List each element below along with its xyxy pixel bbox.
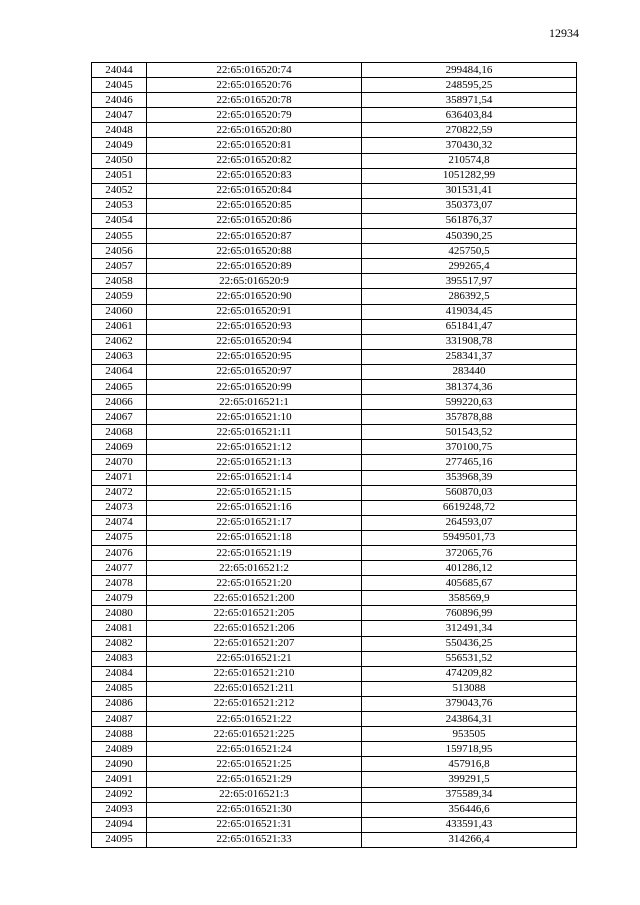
row-number-cell: 24049 — [92, 138, 147, 153]
value-cell: 760896,99 — [362, 606, 577, 621]
row-number-cell: 24045 — [92, 78, 147, 93]
value-cell: 264593,07 — [362, 515, 577, 530]
cadastral-number-cell: 22:65:016521:211 — [147, 681, 362, 696]
table-row — [92, 138, 577, 153]
table-row — [92, 802, 577, 817]
cadastral-number-cell: 22:65:016521:25 — [147, 757, 362, 772]
value-cell: 331908,78 — [362, 334, 577, 349]
cadastral-number-cell: 22:65:016520:82 — [147, 153, 362, 168]
cadastral-number-cell: 22:65:016521:3 — [147, 787, 362, 802]
table-row — [92, 832, 577, 847]
cadastral-number-cell: 22:65:016521:18 — [147, 530, 362, 545]
table-row — [92, 757, 577, 772]
table-row — [92, 515, 577, 530]
cadastral-number-cell: 22:65:016520:95 — [147, 349, 362, 364]
value-cell: 501543,52 — [362, 425, 577, 440]
row-number-cell: 24093 — [92, 802, 147, 817]
cadastral-number-cell: 22:65:016521:207 — [147, 636, 362, 651]
table-body — [92, 63, 577, 848]
value-cell: 1051282,99 — [362, 168, 577, 183]
row-number-cell: 24086 — [92, 696, 147, 711]
cadastral-number-cell: 22:65:016521:14 — [147, 470, 362, 485]
value-cell: 433591,43 — [362, 817, 577, 832]
cadastral-number-cell: 22:65:016520:87 — [147, 229, 362, 244]
cadastral-number-cell: 22:65:016521:33 — [147, 832, 362, 847]
value-cell: 358569,9 — [362, 591, 577, 606]
cadastral-number-cell: 22:65:016520:74 — [147, 63, 362, 78]
row-number-cell: 24072 — [92, 485, 147, 500]
cadastral-number-cell: 22:65:016520:85 — [147, 198, 362, 213]
table-row — [92, 651, 577, 666]
table-row — [92, 727, 577, 742]
row-number-cell: 24080 — [92, 606, 147, 621]
row-number-cell: 24065 — [92, 379, 147, 394]
table-row — [92, 153, 577, 168]
cadastral-number-cell: 22:65:016521:200 — [147, 591, 362, 606]
data-table — [91, 62, 577, 848]
value-cell: 277465,16 — [362, 455, 577, 470]
table-row — [92, 606, 577, 621]
value-cell: 372065,76 — [362, 546, 577, 561]
value-cell: 299265,4 — [362, 259, 577, 274]
value-cell: 405685,67 — [362, 576, 577, 591]
value-cell: 474209,82 — [362, 666, 577, 681]
value-cell: 350373,07 — [362, 198, 577, 213]
cadastral-number-cell: 22:65:016521:29 — [147, 772, 362, 787]
table-row — [92, 198, 577, 213]
row-number-cell: 24067 — [92, 410, 147, 425]
cadastral-number-cell: 22:65:016521:20 — [147, 576, 362, 591]
value-cell: 560870,03 — [362, 485, 577, 500]
row-number-cell: 24090 — [92, 757, 147, 772]
value-cell: 375589,34 — [362, 787, 577, 802]
row-number-cell: 24083 — [92, 651, 147, 666]
row-number-cell: 24091 — [92, 772, 147, 787]
table-row — [92, 787, 577, 802]
value-cell: 395517,97 — [362, 274, 577, 289]
table-row — [92, 772, 577, 787]
cadastral-number-cell: 22:65:016520:94 — [147, 334, 362, 349]
value-cell: 312491,34 — [362, 621, 577, 636]
cadastral-number-cell: 22:65:016521:19 — [147, 546, 362, 561]
table-row — [92, 621, 577, 636]
row-number-cell: 24082 — [92, 636, 147, 651]
table-row — [92, 168, 577, 183]
table-row — [92, 455, 577, 470]
value-cell: 301531,41 — [362, 183, 577, 198]
row-number-cell: 24077 — [92, 561, 147, 576]
value-cell: 651841,47 — [362, 319, 577, 334]
row-number-cell: 24094 — [92, 817, 147, 832]
row-number-cell: 24075 — [92, 530, 147, 545]
table-row — [92, 213, 577, 228]
value-cell: 513088 — [362, 681, 577, 696]
table-row — [92, 349, 577, 364]
row-number-cell: 24076 — [92, 546, 147, 561]
row-number-cell: 24095 — [92, 832, 147, 847]
table-row — [92, 576, 577, 591]
value-cell: 258341,37 — [362, 349, 577, 364]
table-row — [92, 712, 577, 727]
table-row — [92, 696, 577, 711]
value-cell: 159718,95 — [362, 742, 577, 757]
value-cell: 283440 — [362, 364, 577, 379]
table-row — [92, 304, 577, 319]
row-number-cell: 24051 — [92, 168, 147, 183]
value-cell: 419034,45 — [362, 304, 577, 319]
row-number-cell: 24047 — [92, 108, 147, 123]
cadastral-number-cell: 22:65:016521:21 — [147, 651, 362, 666]
cadastral-number-cell: 22:65:016521:210 — [147, 666, 362, 681]
table-row — [92, 530, 577, 545]
value-cell: 399291,5 — [362, 772, 577, 787]
row-number-cell: 24058 — [92, 274, 147, 289]
table-row — [92, 229, 577, 244]
table-row — [92, 244, 577, 259]
table-row — [92, 591, 577, 606]
cadastral-number-cell: 22:65:016521:30 — [147, 802, 362, 817]
value-cell: 356446,6 — [362, 802, 577, 817]
value-cell: 425750,5 — [362, 244, 577, 259]
table-row — [92, 123, 577, 138]
table-row — [92, 636, 577, 651]
table-row — [92, 440, 577, 455]
value-cell: 270822,59 — [362, 123, 577, 138]
value-cell: 556531,52 — [362, 651, 577, 666]
row-number-cell: 24068 — [92, 425, 147, 440]
row-number-cell: 24074 — [92, 515, 147, 530]
row-number-cell: 24046 — [92, 93, 147, 108]
table-row — [92, 666, 577, 681]
value-cell: 358971,54 — [362, 93, 577, 108]
row-number-cell: 24081 — [92, 621, 147, 636]
value-cell: 353968,39 — [362, 470, 577, 485]
value-cell: 210574,8 — [362, 153, 577, 168]
value-cell: 6619248,72 — [362, 500, 577, 515]
table-row — [92, 817, 577, 832]
table-row — [92, 470, 577, 485]
cadastral-number-cell: 22:65:016521:31 — [147, 817, 362, 832]
value-cell: 243864,31 — [362, 712, 577, 727]
row-number-cell: 24092 — [92, 787, 147, 802]
value-cell: 599220,63 — [362, 395, 577, 410]
table-row — [92, 319, 577, 334]
table-row — [92, 259, 577, 274]
cadastral-number-cell: 22:65:016520:79 — [147, 108, 362, 123]
row-number-cell: 24048 — [92, 123, 147, 138]
table-row — [92, 681, 577, 696]
cadastral-number-cell: 22:65:016520:88 — [147, 244, 362, 259]
value-cell: 5949501,73 — [362, 530, 577, 545]
row-number-cell: 24070 — [92, 455, 147, 470]
table-row — [92, 274, 577, 289]
cadastral-number-cell: 22:65:016521:17 — [147, 515, 362, 530]
cadastral-number-cell: 22:65:016521:2 — [147, 561, 362, 576]
row-number-cell: 24062 — [92, 334, 147, 349]
row-number-cell: 24064 — [92, 364, 147, 379]
value-cell: 450390,25 — [362, 229, 577, 244]
cadastral-number-cell: 22:65:016520:9 — [147, 274, 362, 289]
cadastral-number-cell: 22:65:016520:97 — [147, 364, 362, 379]
row-number-cell: 24089 — [92, 742, 147, 757]
cadastral-number-cell: 22:65:016521:212 — [147, 696, 362, 711]
table-row — [92, 410, 577, 425]
row-number-cell: 24055 — [92, 229, 147, 244]
cadastral-number-cell: 22:65:016520:83 — [147, 168, 362, 183]
row-number-cell: 24056 — [92, 244, 147, 259]
row-number-cell: 24085 — [92, 681, 147, 696]
value-cell: 401286,12 — [362, 561, 577, 576]
cadastral-number-cell: 22:65:016520:78 — [147, 93, 362, 108]
value-cell: 953505 — [362, 727, 577, 742]
row-number-cell: 24052 — [92, 183, 147, 198]
table-row — [92, 425, 577, 440]
value-cell: 370100,75 — [362, 440, 577, 455]
cadastral-number-cell: 22:65:016521:205 — [147, 606, 362, 621]
cadastral-number-cell: 22:65:016520:91 — [147, 304, 362, 319]
row-number-cell: 24054 — [92, 213, 147, 228]
row-number-cell: 24087 — [92, 712, 147, 727]
value-cell: 370430,32 — [362, 138, 577, 153]
cadastral-number-cell: 22:65:016521:225 — [147, 727, 362, 742]
value-cell: 550436,25 — [362, 636, 577, 651]
table-row — [92, 289, 577, 304]
value-cell: 314266,4 — [362, 832, 577, 847]
cadastral-number-cell: 22:65:016521:206 — [147, 621, 362, 636]
cadastral-number-cell: 22:65:016521:10 — [147, 410, 362, 425]
cadastral-number-cell: 22:65:016520:84 — [147, 183, 362, 198]
table-row — [92, 108, 577, 123]
value-cell: 286392,5 — [362, 289, 577, 304]
cadastral-number-cell: 22:65:016521:13 — [147, 455, 362, 470]
page-number: 12934 — [549, 26, 579, 40]
row-number-cell: 24069 — [92, 440, 147, 455]
row-number-cell: 24050 — [92, 153, 147, 168]
table-row — [92, 546, 577, 561]
table-row — [92, 379, 577, 394]
row-number-cell: 24071 — [92, 470, 147, 485]
cadastral-number-cell: 22:65:016521:1 — [147, 395, 362, 410]
table-row — [92, 742, 577, 757]
table-row — [92, 183, 577, 198]
cadastral-number-cell: 22:65:016520:81 — [147, 138, 362, 153]
table-row — [92, 500, 577, 515]
cadastral-number-cell: 22:65:016521:12 — [147, 440, 362, 455]
table-row — [92, 63, 577, 78]
value-cell: 561876,37 — [362, 213, 577, 228]
table-row — [92, 334, 577, 349]
table-row — [92, 485, 577, 500]
row-number-cell: 24053 — [92, 198, 147, 213]
cadastral-number-cell: 22:65:016521:15 — [147, 485, 362, 500]
cadastral-number-cell: 22:65:016521:11 — [147, 425, 362, 440]
row-number-cell: 24084 — [92, 666, 147, 681]
row-number-cell: 24088 — [92, 727, 147, 742]
value-cell: 457916,8 — [362, 757, 577, 772]
cadastral-number-cell: 22:65:016520:80 — [147, 123, 362, 138]
table-row — [92, 93, 577, 108]
row-number-cell: 24061 — [92, 319, 147, 334]
table-row — [92, 364, 577, 379]
row-number-cell: 24063 — [92, 349, 147, 364]
row-number-cell: 24066 — [92, 395, 147, 410]
value-cell: 381374,36 — [362, 379, 577, 394]
cadastral-number-cell: 22:65:016520:90 — [147, 289, 362, 304]
value-cell: 379043,76 — [362, 696, 577, 711]
row-number-cell: 24060 — [92, 304, 147, 319]
cadastral-number-cell: 22:65:016521:16 — [147, 500, 362, 515]
table-row — [92, 78, 577, 93]
cadastral-number-cell: 22:65:016520:76 — [147, 78, 362, 93]
row-number-cell: 24078 — [92, 576, 147, 591]
cadastral-number-cell: 22:65:016520:86 — [147, 213, 362, 228]
table-row — [92, 395, 577, 410]
table-row — [92, 561, 577, 576]
value-cell: 357878,88 — [362, 410, 577, 425]
row-number-cell: 24059 — [92, 289, 147, 304]
cadastral-number-cell: 22:65:016520:89 — [147, 259, 362, 274]
cadastral-number-cell: 22:65:016520:99 — [147, 379, 362, 394]
value-cell: 248595,25 — [362, 78, 577, 93]
row-number-cell: 24057 — [92, 259, 147, 274]
cadastral-number-cell: 22:65:016521:24 — [147, 742, 362, 757]
row-number-cell: 24044 — [92, 63, 147, 78]
row-number-cell: 24079 — [92, 591, 147, 606]
cadastral-number-cell: 22:65:016520:93 — [147, 319, 362, 334]
value-cell: 299484,16 — [362, 63, 577, 78]
cadastral-number-cell: 22:65:016521:22 — [147, 712, 362, 727]
row-number-cell: 24073 — [92, 500, 147, 515]
value-cell: 636403,84 — [362, 108, 577, 123]
